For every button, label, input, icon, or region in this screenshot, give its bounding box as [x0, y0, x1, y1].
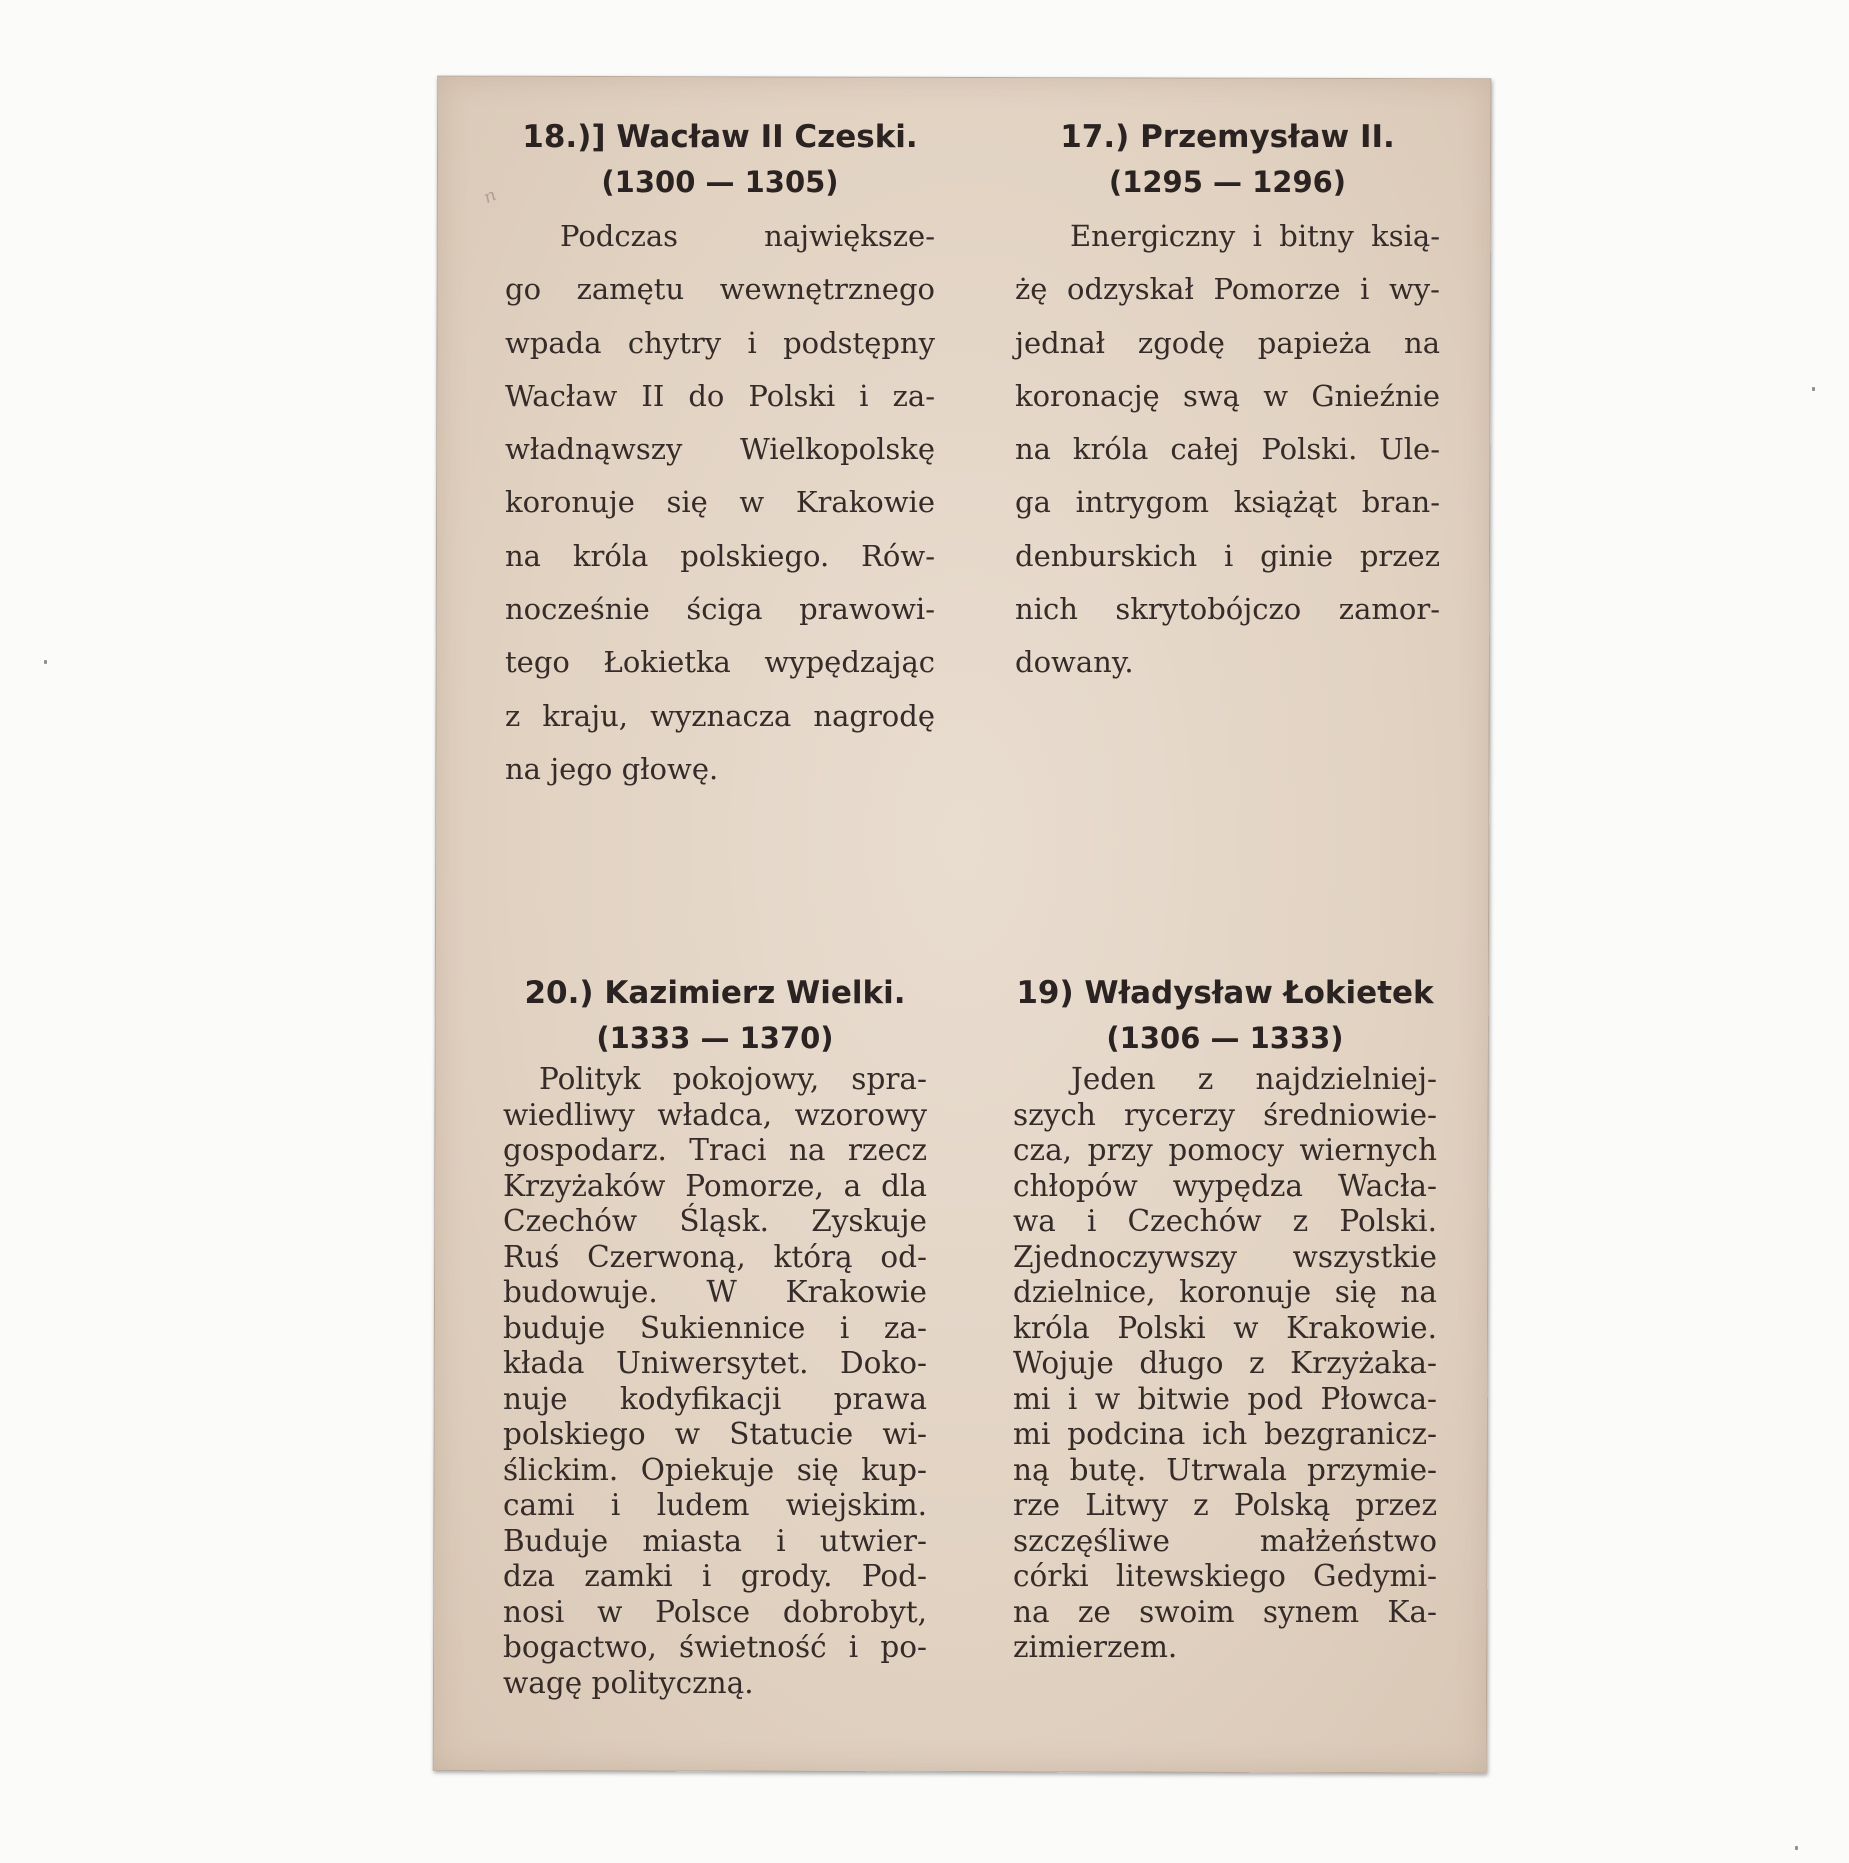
- body-line: nuje kodyfikacji prawa: [503, 1381, 927, 1416]
- body-line: Wacław II do Polski i za-: [505, 378, 935, 413]
- body-line: budowuje. W Krakowie: [503, 1275, 927, 1309]
- body-line: nich skrytobójczo zamor-: [1015, 592, 1440, 627]
- entry-years: (1333 — 1370): [596, 1021, 834, 1055]
- body-line: ga intrygom książąt bran-: [1015, 485, 1440, 520]
- body-line: Czechów Śląsk. Zyskuje: [503, 1204, 927, 1238]
- body-line: wiedliwy władca, wzorowy: [503, 1097, 927, 1132]
- body-line: jednał zgodę papieża na: [1015, 325, 1440, 360]
- body-line: tego Łokietka wypędzając: [505, 645, 935, 680]
- body-line: nocześnie ściga prawowi-: [505, 592, 935, 627]
- body-line: nosi w Polsce dobrobyt,: [503, 1594, 927, 1629]
- body-line: ną butę. Utrwala przymie-: [1013, 1452, 1437, 1487]
- entry-heading: 19) Władysław Łokietek: [1016, 975, 1434, 1011]
- body-line: go zamętu wewnętrznego: [505, 272, 935, 307]
- body-line: mi podcina ich bezgranicz-: [1013, 1417, 1437, 1451]
- entry-body: [505, 210, 935, 796]
- body-line: polskiego w Statucie wi-: [503, 1417, 927, 1451]
- body-line: bogactwo, świetność i po-: [503, 1630, 927, 1664]
- body-line: Krzyżaków Pomorze, a dla: [503, 1168, 927, 1203]
- body-line: mi i w bitwie pod Płowca-: [1013, 1381, 1437, 1416]
- body-line: dowany.: [1015, 645, 1134, 680]
- body-line: cza, przy pomocy wiernych: [1013, 1133, 1437, 1167]
- body-line: dzielnice, koronuje się na: [1013, 1275, 1437, 1309]
- entry-kazimierz-wielki: [503, 970, 927, 1701]
- body-line: szczęśliwe małżeństwo: [1013, 1523, 1437, 1558]
- dust-speck: [1812, 387, 1815, 391]
- body-line: wagę polityczną.: [503, 1665, 754, 1700]
- entry-years: (1300 — 1305): [601, 165, 839, 199]
- pencil-mark: ₙ: [475, 174, 501, 211]
- body-line: zimierzem.: [1013, 1630, 1178, 1664]
- entry-body: [1013, 1062, 1437, 1666]
- entry-years: (1306 — 1333): [1106, 1021, 1344, 1055]
- entry-heading: 17.) Przemysław II.: [1060, 119, 1395, 155]
- body-line: chłopów wypędza Wacła-: [1013, 1168, 1437, 1203]
- body-line: na jego głowę.: [505, 751, 719, 786]
- body-line: Buduje miasta i utwier-: [503, 1523, 927, 1558]
- body-line: wa i Czechów z Polski.: [1013, 1204, 1437, 1238]
- entry-przemyslaw-ii: [1015, 114, 1440, 690]
- body-line: koronuje się w Krakowie: [505, 485, 935, 520]
- body-line: króla Polski w Krakowie.: [1013, 1310, 1437, 1345]
- entry-years: (1295 — 1296): [1108, 165, 1347, 199]
- body-line: Wojuje długo z Krzyżaka-: [1013, 1346, 1437, 1380]
- body-line: Zjednoczywszy wszystkie: [1013, 1239, 1437, 1274]
- entry-waclaw-ii: [505, 114, 935, 796]
- entry-heading: 18.)] Wacław II Czeski.: [522, 119, 918, 155]
- body-line: córki litewskiego Gedymi-: [1013, 1559, 1437, 1593]
- body-line: ślickim. Opiekuje się kup-: [503, 1452, 927, 1487]
- body-line: Podczas największe-: [560, 219, 935, 253]
- body-line: na ze swoim synem Ka-: [1013, 1594, 1437, 1629]
- body-line: buduje Sukiennice i za-: [503, 1310, 927, 1345]
- entry-body: [1015, 210, 1440, 690]
- dust-speck: [44, 660, 47, 664]
- body-line: wpada chytry i podstępny: [505, 325, 935, 360]
- body-line: denburskich i ginie przez: [1015, 538, 1440, 573]
- body-line: Jeden z najdzielniej-: [1071, 1062, 1437, 1096]
- body-line: cami i ludem wiejskim.: [503, 1488, 927, 1522]
- dust-speck: [1795, 1846, 1798, 1850]
- body-line: Ruś Czerwoną, którą od-: [503, 1239, 927, 1274]
- body-line: żę odzyskał Pomorze i wy-: [1015, 272, 1440, 307]
- body-line: z kraju, wyznacza nagrodę: [505, 698, 935, 733]
- entry-heading: 20.) Kazimierz Wielki.: [524, 975, 906, 1011]
- body-line: koronację swą w Gnieźnie: [1015, 378, 1440, 413]
- entry-wladyslaw-lokietek: [1013, 970, 1437, 1666]
- body-line: władnąwszy Wielkopolskę: [505, 432, 935, 467]
- body-line: rze Litwy z Polską przez: [1013, 1488, 1437, 1522]
- body-line: gospodarz. Traci na rzecz: [503, 1133, 927, 1167]
- body-line: na króla całej Polski. Ule-: [1015, 432, 1440, 467]
- body-line: kłada Uniwersytet. Doko-: [503, 1346, 927, 1380]
- entry-body: [503, 1062, 927, 1701]
- body-line: szych rycerzy średniowie-: [1013, 1097, 1437, 1132]
- body-line: na króla polskiego. Rów-: [505, 538, 935, 573]
- body-line: dza zamki i grody. Pod-: [503, 1559, 927, 1593]
- body-line: Energiczny i bitny ksią-: [1070, 219, 1440, 253]
- body-line: Polityk pokojowy, spra-: [539, 1062, 927, 1096]
